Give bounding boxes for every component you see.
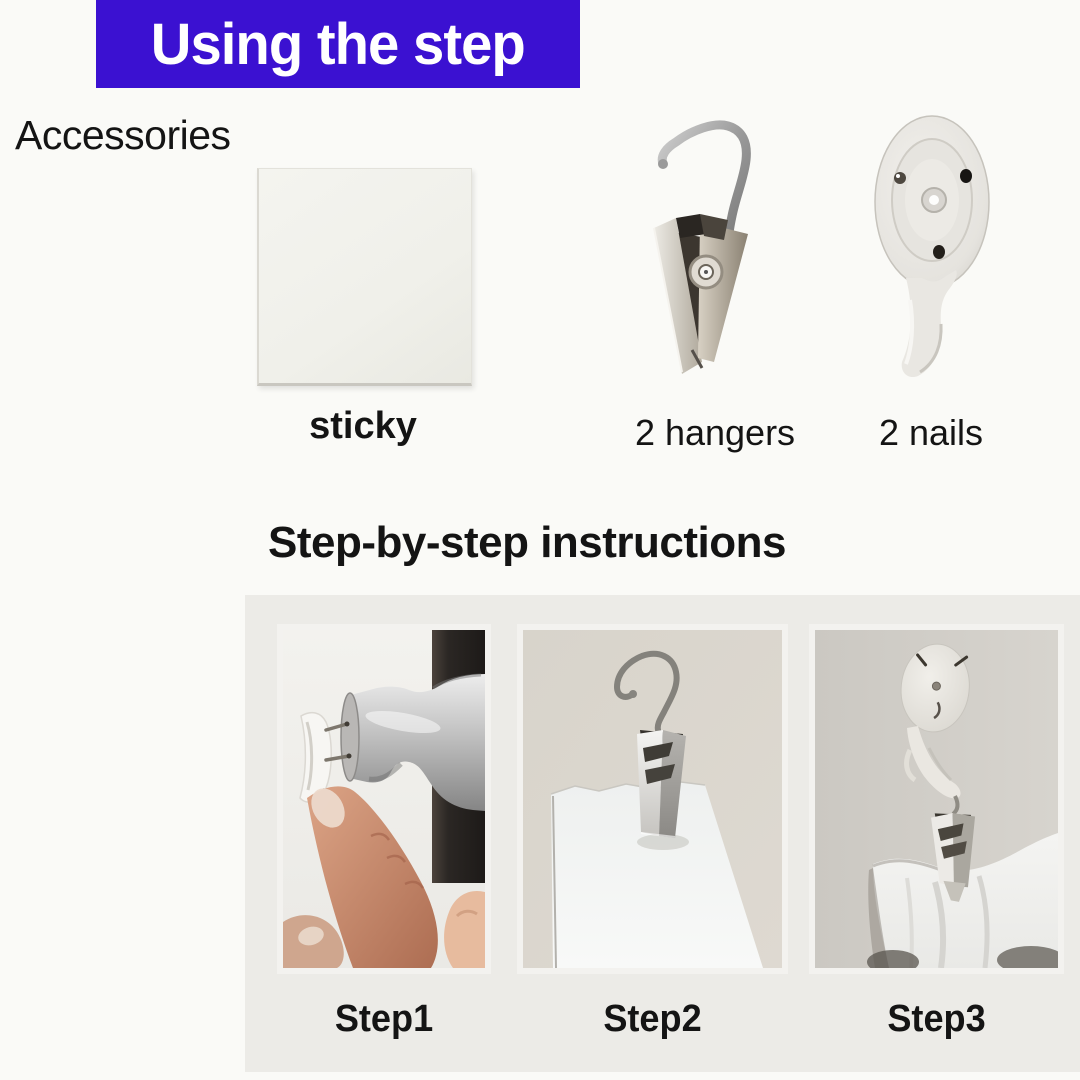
step1-caption: Step1 xyxy=(334,998,434,1040)
step3-photo xyxy=(815,630,1058,968)
nail-hook-image xyxy=(862,100,998,385)
accessories-title: Accessories xyxy=(15,112,231,158)
hanger-clip-image xyxy=(640,100,770,390)
title-banner-text: Using the step xyxy=(150,11,526,77)
step2-caption: Step2 xyxy=(603,998,702,1040)
instructions-title: Step-by-step instructions xyxy=(268,518,786,567)
sticky-pad-image xyxy=(257,168,472,386)
accessory-label-hangers: 2 hangers xyxy=(634,412,796,453)
accessory-label-sticky: sticky xyxy=(309,405,417,447)
hanger-clip-icon xyxy=(640,100,770,390)
step2-photo-illustration xyxy=(523,630,782,968)
step3-photo-illustration xyxy=(815,630,1058,968)
title-banner xyxy=(96,0,580,88)
step3-caption: Step3 xyxy=(887,998,986,1040)
step1-photo-illustration xyxy=(283,630,485,968)
step2-photo xyxy=(523,630,782,968)
step1-photo xyxy=(283,630,485,968)
nail-hook-icon xyxy=(862,100,998,385)
accessory-label-nails: 2 nails xyxy=(878,412,984,453)
